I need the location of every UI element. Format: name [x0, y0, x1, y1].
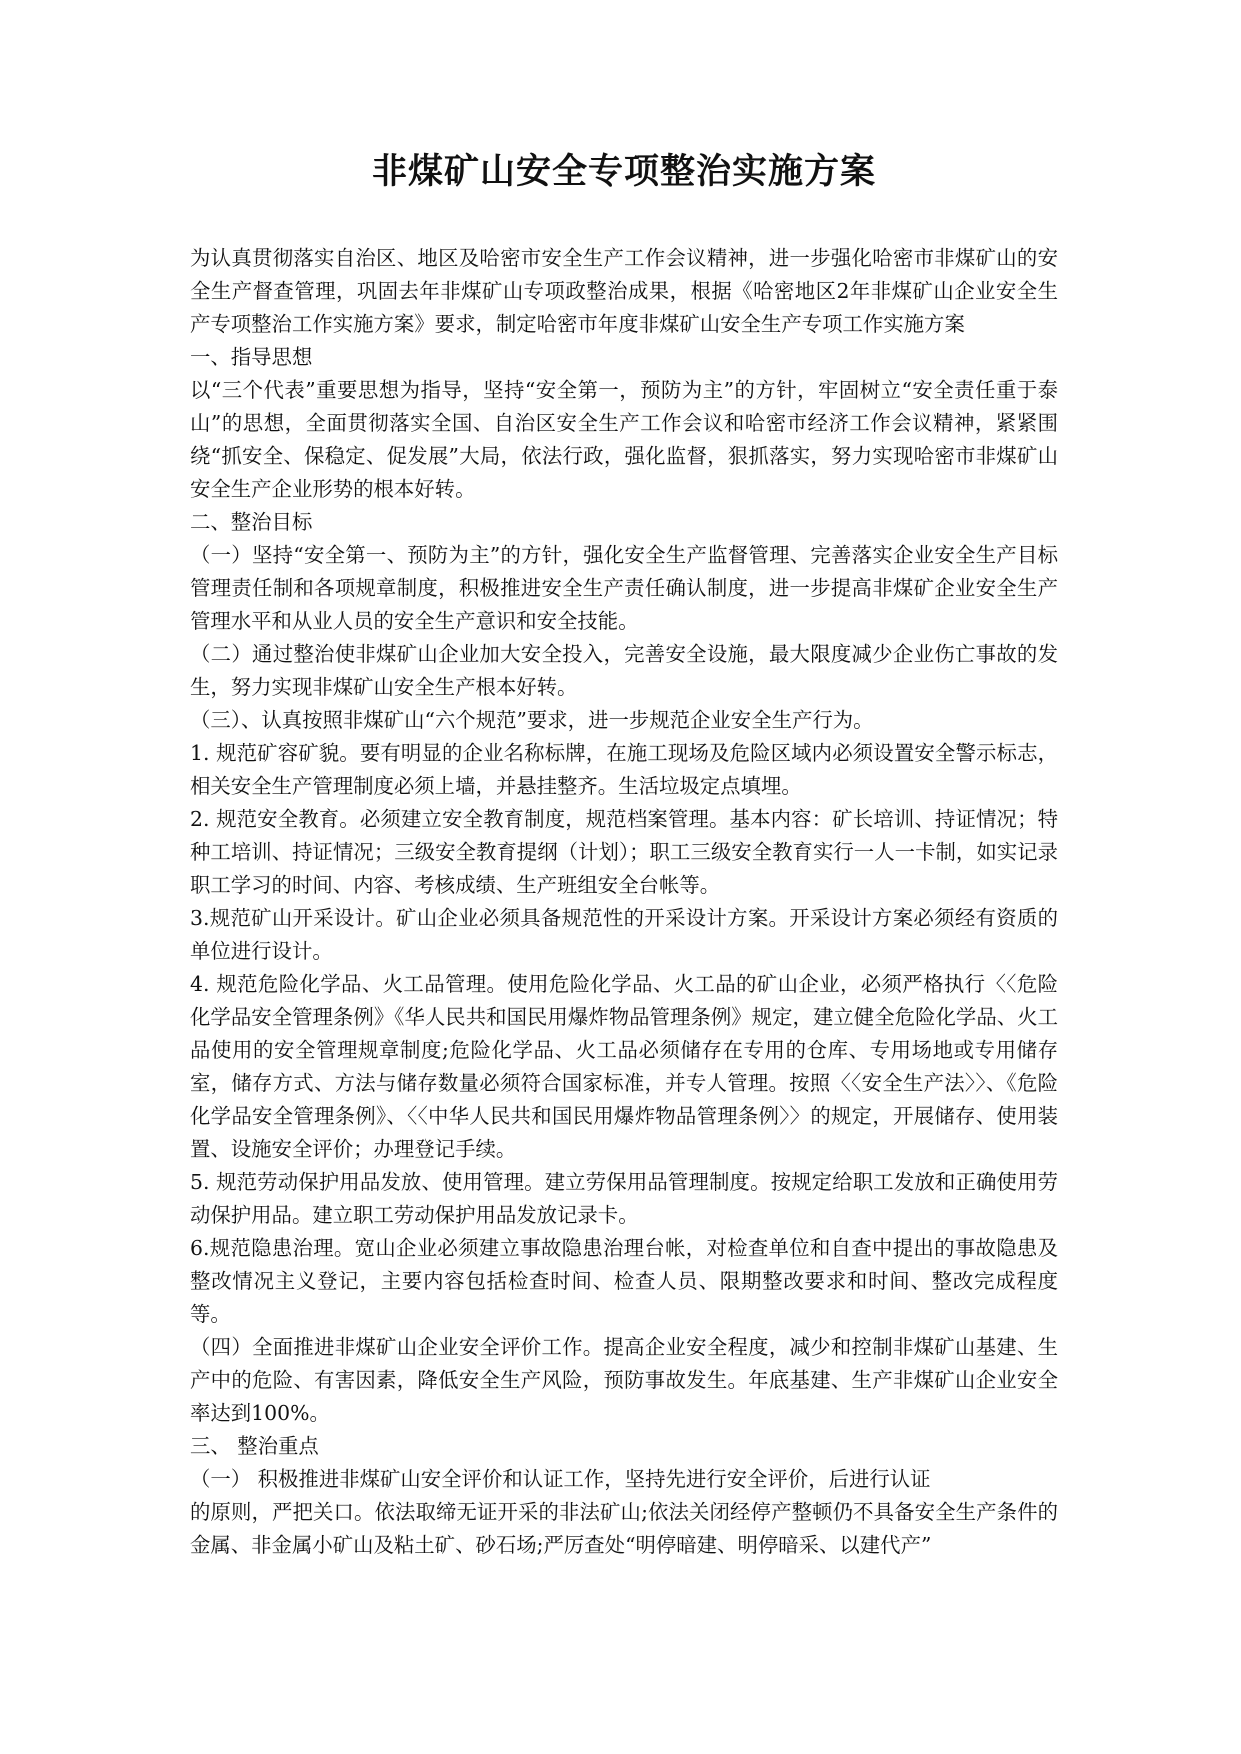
section-heading-key-points: 三、 整治重点	[190, 1434, 319, 1458]
paragraph-goal-4: （四）全面推进非煤矿山企业安全评价工作。提高企业安全程度，减少和控制非煤矿山基建、生产中的危险、有害因素，降低安全生产风险，预防事故发生。年底基建、生产非煤矿山企业安全率达到100%。	[190, 1335, 1058, 1425]
paragraph-key-point-1-continued: 的原则，严把关口。依法取缔无证开采的非法矿山;依法关闭经停产整顿仍不具备安全生产条件的金属、非金属小矿山及粘土矿、砂石场;严厉查处“明停暗建、明停暗采、以建代产”	[190, 1500, 1058, 1557]
list-item-3: 3.规范矿山开采设计。矿山企业必须具备规范性的开采设计方案。开采设计方案必须经有资质的单位进行设计。	[190, 906, 1058, 963]
document-body	[190, 242, 1058, 1562]
list-item-1: 1. 规范矿容矿貌。要有明显的企业名称标牌，在施工现场及危险区域内必须设置安全警示标志，相关安全生产管理制度必须上墙，并悬挂整齐。生活垃圾定点填埋。	[190, 741, 1058, 798]
section-heading-goals: 二、整治目标	[190, 510, 313, 534]
paragraph-goal-3: （三）、认真按照非煤矿山“六个规范”要求，进一步规范企业安全生产行为。	[190, 708, 874, 732]
list-item-5: 5. 规范劳动保护用品发放、使用管理。建立劳保用品管理制度。按规定给职工发放和正确使用劳动保护用品。建立职工劳动保护用品发放记录卡。	[190, 1170, 1058, 1227]
paragraph-goal-1: （一）坚持“安全第一、预防为主”的方针，强化安全生产监督管理、完善落实企业安全生产目标管理责任制和各项规章制度，积极推进安全生产责任确认制度，进一步提高非煤矿企业安全生产管理水平和从业人员的安全生产意识和安全技能。	[190, 543, 1058, 633]
list-item-2: 2. 规范安全教育。必须建立安全教育制度，规范档案管理。基本内容：矿长培训、持证情况；特种工培训、持证情况；三级安全教育提纲（计划）；职工三级安全教育实行一人一卡制，如实记录职工学习的时间、内容、考核成绩、生产班组安全台帐等。	[190, 807, 1058, 897]
list-item-6: 6.规范隐患治理。宽山企业必须建立事故隐患治理台帐，对检查单位和自查中提出的事故隐患及整改情况主义登记，主要内容包括检查时间、检查人员、限期整改要求和时间、整改完成程度等。	[190, 1236, 1058, 1326]
document-page	[190, 150, 1058, 1562]
document-title: 非煤矿山安全专项整治实施方案	[371, 152, 876, 192]
paragraph-goal-2: （二）通过整治使非煤矿山企业加大安全投入，完善安全设施，最大限度减少企业伤亡事故的发生，努力实现非煤矿山安全生产根本好转。	[190, 642, 1058, 699]
paragraph-key-point-1: （一） 积极推进非煤矿山安全评价和认证工作，坚持先进行安全评价，后进行认证	[190, 1467, 931, 1491]
paragraph-guiding-ideology: 以“三个代表”重要思想为指导，坚持“安全第一，预防为主”的方针，牢固树立“安全责任重于泰山”的思想，全面贯彻落实全国、自治区安全生产工作会议和哈密市经济工作会议精神，紧紧围绕“抓安全、保稳定、促发展”大局，依法行政，强化监督，狠抓落实，努力实现哈密市非煤矿山安全生产企业形势的根本好转。	[190, 378, 1058, 501]
paragraph-intro: 为认真贯彻落实自治区、地区及哈密市安全生产工作会议精神，进一步强化哈密市非煤矿山的安全生产督查管理，巩固去年非煤矿山专项政整治成果，根据《哈密地区2年非煤矿山企业安全生产专项整治工作实施方案》要求，制定哈密市年度非煤矿山安全生产专项工作实施方案	[190, 246, 1058, 336]
section-heading-guiding-ideology: 一、指导思想	[190, 345, 313, 369]
list-item-4: 4. 规范危险化学品、火工品管理。使用危险化学品、火工品的矿山企业，必须严格执行〈〈危险化学品安全管理条例》《华人民共和国民用爆炸物品管理条例》规定，建立健全危险化学品、火工品使用的安全管理规章制度;危险化学品、火工品必须储存在专用的仓库、专用场地或专用储存室，储存方式、方法与储存数量必须符合国家标准，并专人管理。按照〈〈安全生产法〉〉、《危险化学品安全管理条例》、〈〈中华人民共和国民用爆炸物品管理条例〉〉的规定，开展储存、使用装置、设施安全评价；办理登记手续。	[190, 972, 1058, 1161]
